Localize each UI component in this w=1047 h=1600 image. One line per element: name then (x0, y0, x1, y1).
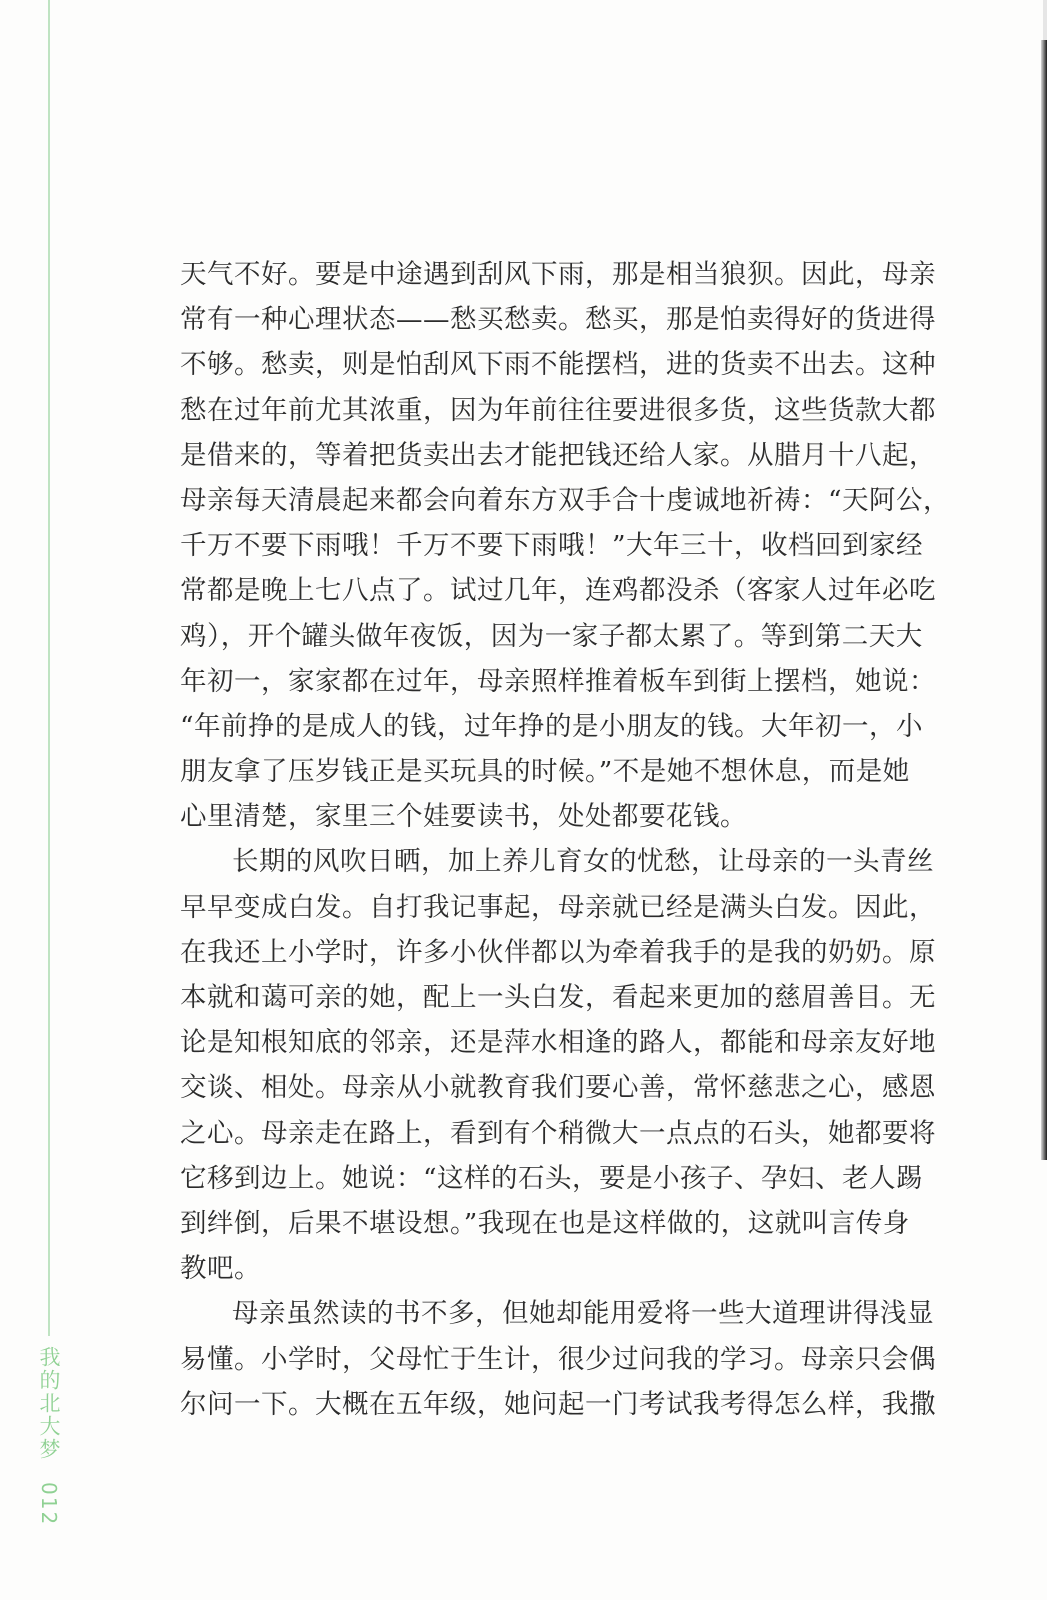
body-text (180, 252, 951, 1427)
text-line: 交谈、相处。母亲从小就教育我们要心善，常怀慈悲之心，感恩 (180, 1072, 936, 1104)
text-line: “年前挣的是成人的钱，过年挣的是小朋友的钱。大年初一，小 (180, 710, 924, 742)
text-line: 母亲每天清晨起来都会向着东方双手合十虔诚地祈祷：“天阿公， (180, 484, 951, 516)
text-line: 不够。愁卖，则是怕刮风下雨不能摆档，进的货卖不出去。这种 (180, 349, 936, 381)
paragraph (180, 1291, 936, 1427)
text-line: 鸡），开个罐头做年夜饭，因为一家子都太累了。等到第二天大 (180, 620, 923, 652)
text-line: 教吧。 (180, 1253, 261, 1285)
text-line: 常都是晚上七八点了。试过几年，连鸡都没杀（客家人过年必吃 (180, 575, 936, 607)
page-number: 012 (37, 1481, 61, 1526)
text-line: 长期的风吹日晒，加上养儿育女的忧愁，让母亲的一头青丝 (232, 846, 934, 878)
text-line: 是借来的，等着把货卖出去才能把钱还给人家。从腊月十八起， (180, 439, 936, 471)
text-line: 天气不好。要是中途遇到刮风下雨，那是相当狼狈。因此，母亲 (180, 259, 936, 290)
text-line: 愁在过年前尤其浓重，因为年前往往要进很多货，这些货款大都 (180, 394, 936, 426)
text-line: 本就和蔼可亲的她，配上一头白发，看起来更加的慈眉善目。无 (180, 982, 936, 1013)
page-edge-shadow (1043, 0, 1047, 40)
paragraph (180, 839, 936, 1291)
running-footer (34, 1346, 64, 1526)
text-line: 到绊倒，后果不堪设想。”我现在也是这样做的，这就叫言传身 (180, 1207, 910, 1239)
text-line: 它移到边上。她说：“这样的石头，要是小孩子、孕妇、老人踢 (180, 1162, 924, 1194)
text-line: 之心。母亲走在路上，看到有个稍微大一点点的石头，她都要将 (180, 1117, 936, 1149)
text-line: 千万不要下雨哦！千万不要下雨哦！”大年三十，收档回到家经 (180, 530, 924, 562)
running-title: 我的北大梦 (37, 1346, 61, 1461)
text-line: 尔问一下。大概在五年级，她问起一门考试我考得怎么样，我撒 (180, 1388, 936, 1420)
text-line: 母亲虽然读的书不多，但她却能用爱将一些大道理讲得浅显 (232, 1298, 934, 1330)
text-line: 心里清楚，家里三个娃要读书，处处都要花钱。 (180, 801, 747, 833)
text-line: 易懂。小学时，父母忙于生计，很少过问我的学习。母亲只会偶 (180, 1343, 936, 1375)
text-line: 年初一，家家都在过年，母亲照样推着板车到街上摆档，她说： (180, 665, 936, 697)
text-line: 常有一种心理状态——愁买愁卖。愁买，那是怕卖得好的货进得 (180, 304, 936, 336)
paragraph (180, 252, 951, 839)
text-line: 在我还上小学时，许多小伙伴都以为牵着我手的是我的奶奶。原 (180, 936, 936, 968)
text-line: 早早变成白发。自打我记事起，母亲就已经是满头白发。因此， (180, 891, 936, 923)
text-line: 论是知根知底的邻亲，还是萍水相逢的路人，都能和母亲友好地 (180, 1027, 936, 1059)
text-line: 朋友拿了压岁钱正是买玩具的时候。”不是她不想休息，而是她 (180, 756, 910, 788)
binding-edge (1041, 40, 1047, 1160)
margin-rule (48, 0, 50, 1336)
